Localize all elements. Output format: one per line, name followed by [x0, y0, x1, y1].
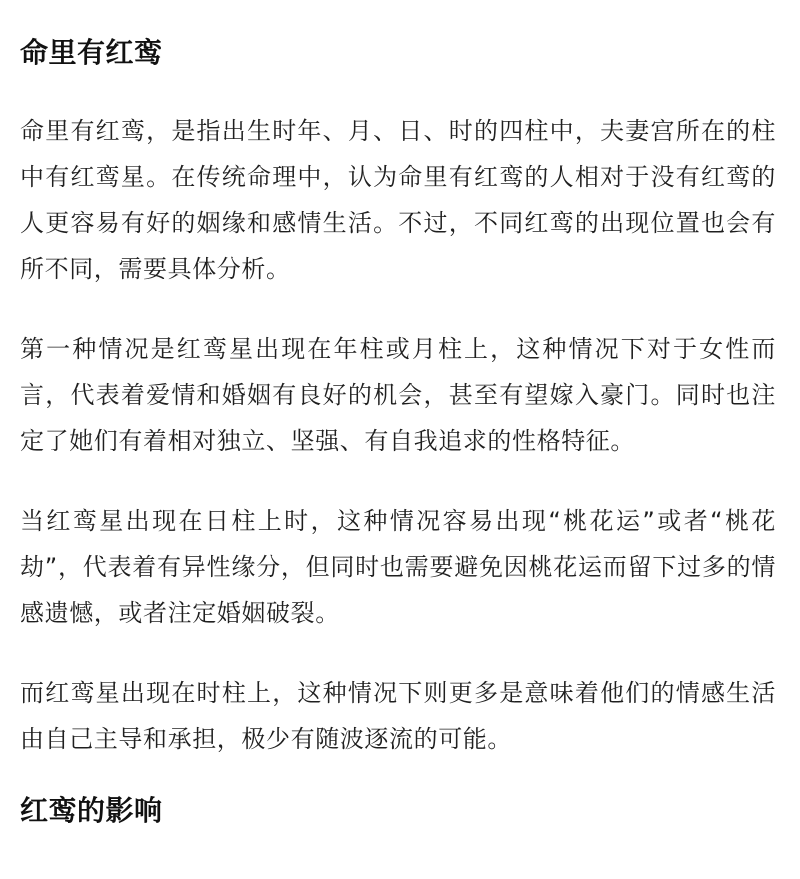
section-heading-hongluan: 命里有红鸾 — [20, 36, 163, 69]
paragraph-year-month-pillar: 第一种情况是红鸾星出现在年柱或月柱上，这种情况下对于女性而言，代表着爱情和婚姻有良好的机会，甚至有望嫁入豪门。同时也注定了她们有着相对独立、坚强、有自我追求的性格特征。 — [20, 335, 776, 455]
paragraph-hour-pillar: 而红鸾星出现在时柱上，这种情况下则更多是意味着他们的情感生活由自己主导和承担，极少有随波逐流的可能。 — [20, 679, 776, 753]
paragraph-intro: 命里有红鸾，是指出生时年、月、日、时的四柱中，夫妻宫所在的柱中有红鸾星。在传统命理中，认为命里有红鸾的人相对于没有红鸾的人更容易有好的姻缘和感情生活。不过，不同红鸾的出现位置也会有所不同，需要具体分析。 — [20, 117, 776, 283]
section-heading-influence: 红鸾的影响 — [20, 794, 163, 827]
paragraph-day-pillar: 当红鸾星出现在日柱上时，这种情况容易出现“桃花运”或者“桃花劫”，代表着有异性缘分，但同时也需要避免因桃花运而留下过多的情感遗憾，或者注定婚姻破裂。 — [20, 507, 776, 627]
